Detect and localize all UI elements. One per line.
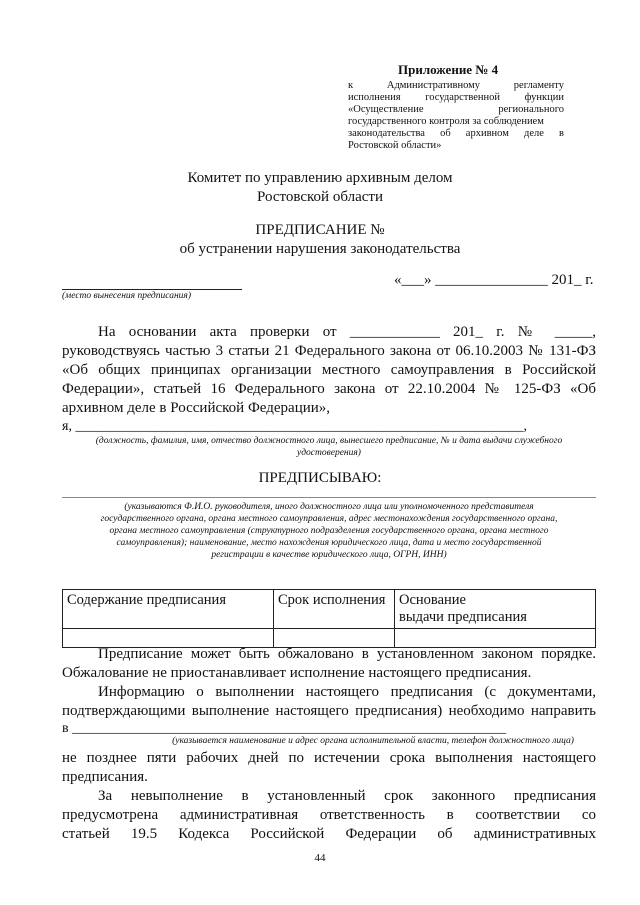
appendix-line: исполнения государственной функции [348,92,564,103]
basis-line: «Об общих принципах организации местного самоуправления в Российской [62,362,596,378]
basis-line: руководствуясь частью 3 статьи 21 Федерального закона от 06.10.2003 № 131-ФЗ [62,343,596,359]
basis-line: архивном деле в Российской Федерации», [62,400,331,416]
org-name-line1: Комитет по управлению архивным делом [187,170,453,186]
order-heading: ПРЕДПИСЫВАЮ: [258,470,382,486]
basis-line: На основании акта проверки от ____________ 201_ г. № _____, [98,324,596,340]
official-hint: удостоверения) [297,448,361,458]
place-blank-line [62,289,242,290]
org-name-line2: Ростовской области [257,189,383,205]
official-hint: (должность, фамилия, имя, отчество должностного лица, вынесшего предписание, № и дата выдачи служебного [95,436,563,446]
authority-line: в ______________________________________________________________ [62,721,507,736]
liability-line: предусмотрена административная ответственность в соответствии со [62,807,596,823]
document-subtitle: об устранении нарушения законодательства [179,241,461,257]
appendix-line: государственного контроля за соблюдением [348,116,544,127]
appendix-line: законодательства об архивном деле в [348,128,564,139]
deadline-line: не позднее пяти рабочих дней по истечении срока выполнения настоящего [62,750,596,766]
deadline-line: предписания. [62,769,148,785]
closing-line: Предписание может быть обжаловано в установленном законом порядке. [98,646,596,662]
date-field: «___» _______________ 201_ г. [394,272,594,288]
basis-line: Федерации», статьей 16 Федерального закона от 22.10.2004 № 125-ФЗ «Об [62,381,596,397]
appendix-line: к Административному регламенту [348,80,564,91]
page-number: 44 [314,852,326,864]
recipient-hint: регистрации в качестве юридического лица, ОГРН, ИНН) [211,550,447,560]
liability-line: статьей 19.5 Кодекса Российской Федерации об административных [62,826,596,842]
place-hint: (место вынесения предписания) [62,291,191,301]
prescription-table [62,589,596,648]
closing-line: подтверждающими выполнение настоящего предписания) необходимо направить [62,703,596,719]
appendix-line: «Осуществление регионального [348,104,564,115]
recipient-hint: государственного органа, органа местного самоуправления, адрес местонахождения государственного органа, [100,514,558,524]
recipient-hint: органа местного самоуправления (структурного подразделения государственного органа, органа местного [109,526,549,536]
official-line: я, ________________________________________________________________, [62,419,527,434]
recipient-hint: (указываются Ф.И.О. руководителя, иного должностного лица или уполномоченного представителя [124,502,534,512]
liability-line: За невыполнение в установленный срок законного предписания [98,788,596,804]
authority-hint: (указывается наименование и адрес органа исполнительной власти, телефон должностного лица) [172,736,574,746]
document-title: ПРЕДПИСАНИЕ № [255,222,385,238]
appendix-title: Приложение № 4 [398,62,499,77]
closing-line: Обжалование не приостанавливает исполнение настоящего предписания. [62,665,532,681]
table-header-content: Содержание предписания [63,590,274,629]
table-header-basis-line2: выдачи предписания [399,609,527,625]
table-header-basis [395,590,596,629]
appendix-line: Ростовской области» [348,140,442,151]
table-header-row [63,590,596,629]
table-header-basis-line1: Основание [399,592,466,608]
recipient-blank-line [62,497,596,498]
closing-line: Информацию о выполнении настоящего предписания (с документами, [98,684,596,700]
table-header-deadline: Срок исполнения [274,590,395,629]
recipient-hint: самоуправления); наименование, место нахождения юридического лица, дата и место государственной [116,538,542,548]
